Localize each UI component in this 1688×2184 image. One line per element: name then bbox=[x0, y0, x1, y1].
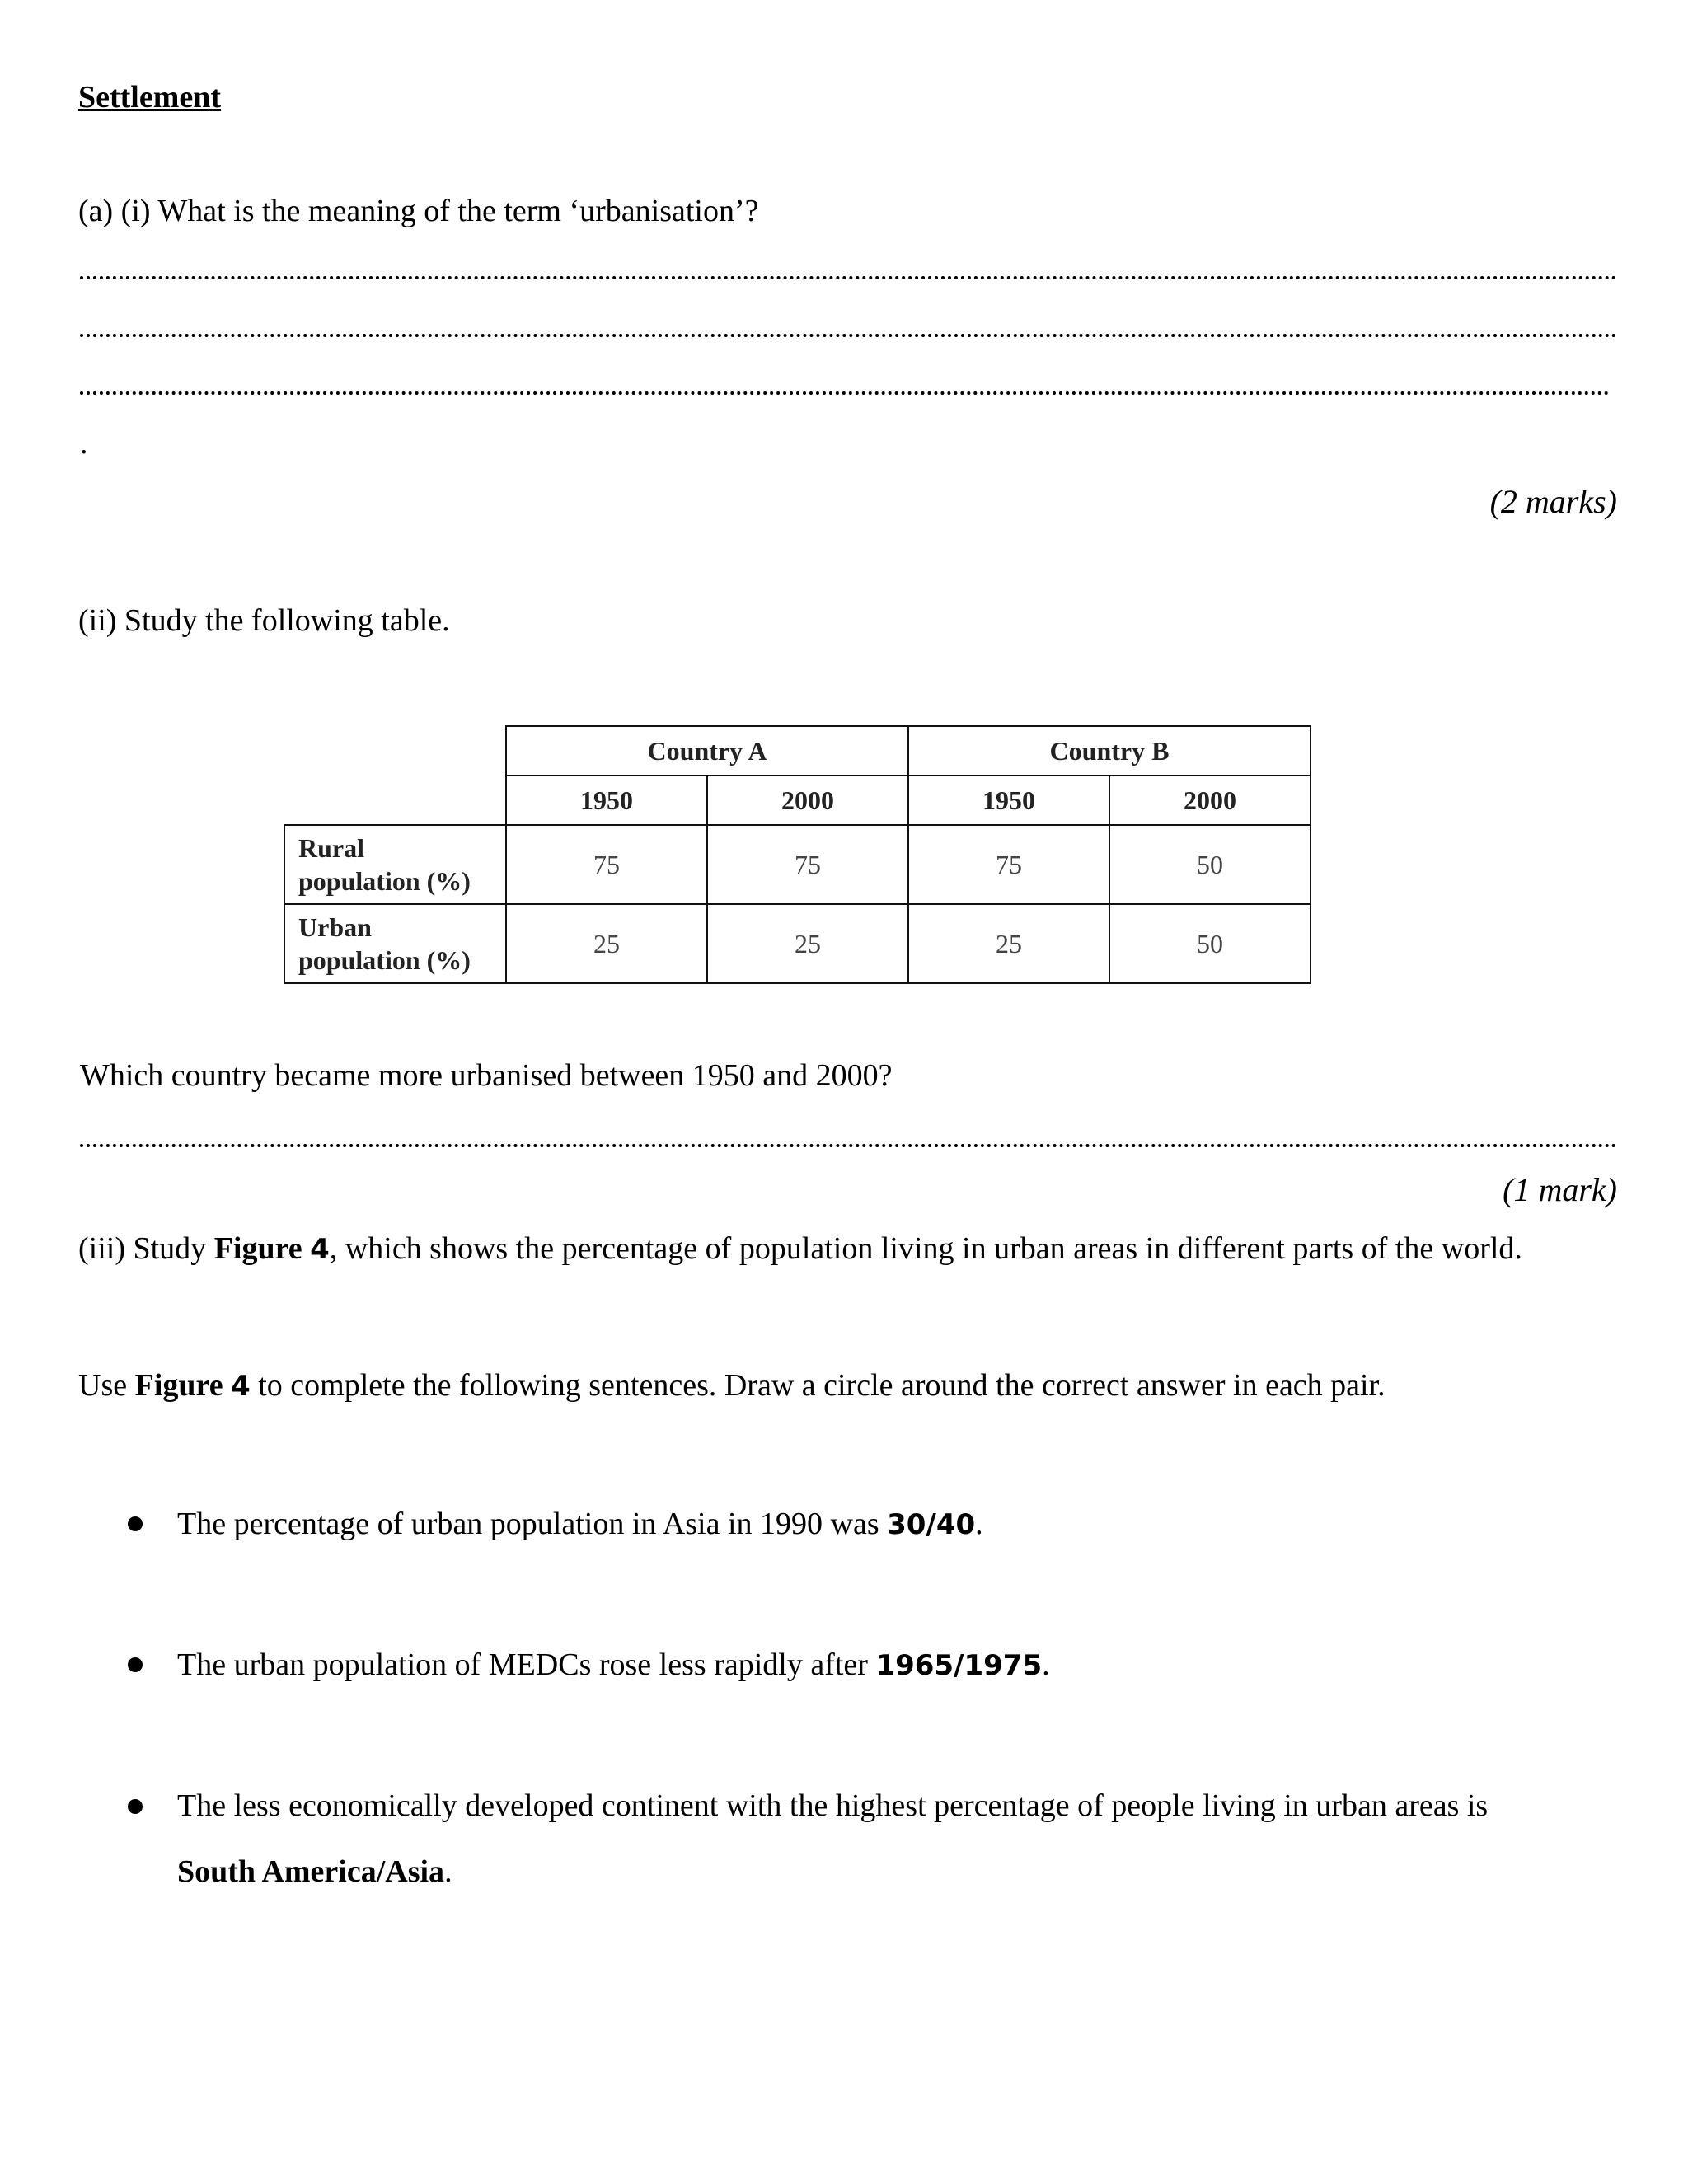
table-cell: 50 bbox=[1109, 904, 1311, 983]
question-a-ii-intro: (ii) Study the following table. bbox=[78, 603, 450, 638]
row-label-rural: Rural population (%) bbox=[284, 825, 506, 904]
table-row bbox=[284, 904, 1311, 983]
answer-line-3[interactable] bbox=[80, 391, 1610, 395]
section-heading: Settlement bbox=[78, 80, 222, 115]
answer-line-4[interactable] bbox=[80, 1144, 1617, 1147]
table-cell: 25 bbox=[506, 904, 707, 983]
table-cell: 75 bbox=[506, 825, 707, 904]
marks-a-i: (2 marks) bbox=[1489, 483, 1617, 520]
table-cell: 25 bbox=[707, 904, 908, 983]
table-row bbox=[284, 825, 1311, 904]
header-year: 1950 bbox=[506, 776, 707, 825]
table-corner bbox=[284, 776, 506, 825]
header-country-b: Country B bbox=[908, 726, 1311, 776]
question-a-i: (a) (i) What is the meaning of the term ‘urbanisation’? bbox=[78, 194, 759, 228]
header-country-a: Country A bbox=[506, 726, 908, 776]
header-year: 1950 bbox=[908, 776, 1109, 825]
answer-options[interactable]: South America/Asia bbox=[177, 1854, 445, 1889]
table-cell: 75 bbox=[908, 825, 1109, 904]
question-a-iii-study: (iii) Study Figure 4, which shows the percentage of population living in urban areas in different parts of the world. bbox=[78, 1231, 1522, 1266]
bullet-icon bbox=[128, 1516, 143, 1531]
answer-options[interactable]: 30/40 bbox=[887, 1508, 976, 1541]
table-cell: 50 bbox=[1109, 825, 1311, 904]
header-year: 2000 bbox=[707, 776, 908, 825]
row-label-urban: Urban population (%) bbox=[284, 904, 506, 983]
list-item: The urban population of MEDCs rose less rapidly after 1965/1975. bbox=[177, 1647, 1050, 1682]
answer-options[interactable]: 1965/1975 bbox=[875, 1649, 1043, 1682]
question-a-iii-use: Use Figure 4 to complete the following sentences. Draw a circle around the correct answer in each pair. bbox=[78, 1368, 1386, 1403]
list-item: The less economically developed continent with the highest percentage of people living in urban areas is bbox=[177, 1788, 1489, 1823]
stray-dot: . bbox=[80, 426, 88, 461]
list-item: The percentage of urban population in Asia in 1990 was 30/40. bbox=[177, 1507, 983, 1541]
list-item-continuation: South America/Asia. bbox=[177, 1854, 452, 1889]
table-cell: 75 bbox=[707, 825, 908, 904]
question-a-ii: Which country became more urbanised between 1950 and 2000? bbox=[80, 1058, 893, 1093]
answer-line-1[interactable] bbox=[80, 276, 1617, 279]
marks-a-ii: (1 mark) bbox=[1503, 1171, 1617, 1208]
header-year: 2000 bbox=[1109, 776, 1311, 825]
bullet-icon bbox=[128, 1657, 143, 1672]
urbanisation-table bbox=[284, 725, 1311, 984]
table-corner bbox=[284, 726, 506, 776]
table-cell: 25 bbox=[908, 904, 1109, 983]
answer-line-2[interactable] bbox=[80, 334, 1617, 337]
bullet-icon bbox=[128, 1799, 143, 1814]
